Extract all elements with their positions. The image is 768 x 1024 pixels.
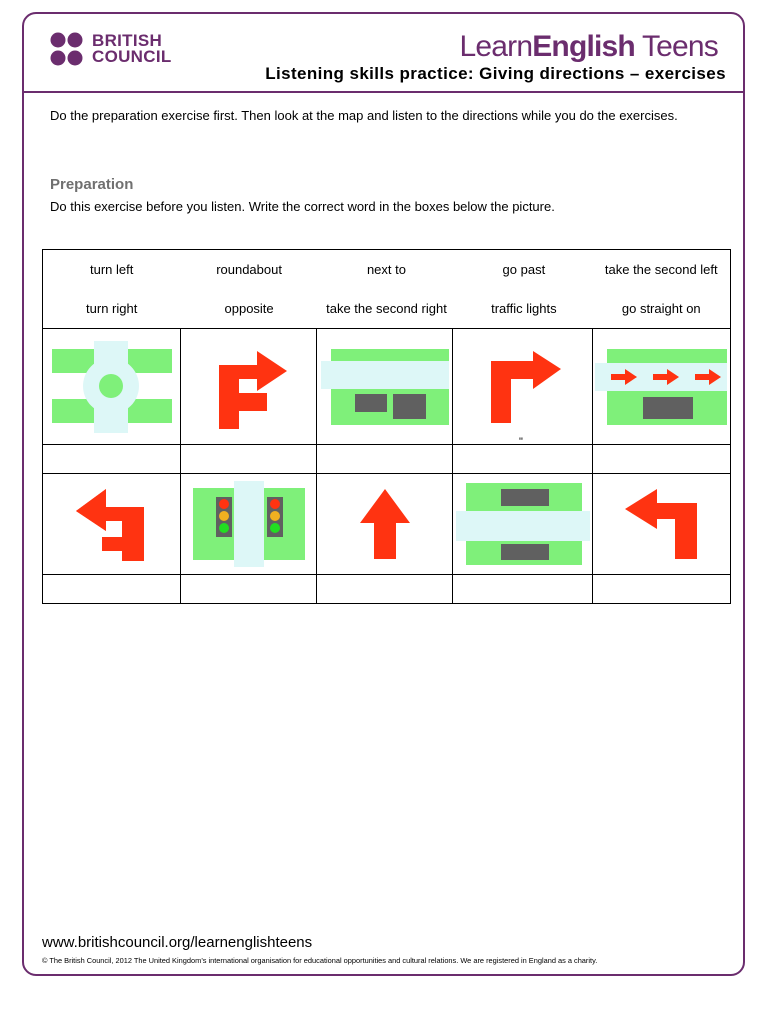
traffic-light-icon bbox=[267, 497, 283, 537]
picture-row-2 bbox=[43, 474, 731, 575]
word-option: go past bbox=[502, 262, 546, 277]
word-option: turn left bbox=[90, 262, 134, 277]
picture-row-1 bbox=[43, 329, 731, 445]
picture-cell bbox=[453, 329, 593, 445]
answer-box[interactable] bbox=[453, 575, 593, 604]
stray-mark: " bbox=[519, 436, 523, 448]
brand-learn: Learn bbox=[459, 30, 533, 63]
word-box-row bbox=[43, 250, 731, 329]
picture-cell bbox=[317, 474, 453, 575]
answer-box[interactable] bbox=[317, 445, 453, 474]
learnenglish-teens-brand bbox=[459, 30, 718, 64]
logo-line-2: COUNCIL bbox=[92, 47, 172, 66]
logo-dots-icon bbox=[50, 32, 88, 68]
word-option: turn right bbox=[86, 301, 138, 316]
answer-box[interactable] bbox=[453, 445, 593, 474]
header-divider bbox=[23, 91, 744, 93]
word-option: take the second left bbox=[604, 262, 718, 277]
word-option: opposite bbox=[224, 301, 274, 316]
answer-row-2 bbox=[43, 575, 731, 604]
next-to-picture bbox=[321, 347, 449, 427]
answer-row-1 bbox=[43, 445, 731, 474]
picture-cell bbox=[181, 474, 317, 575]
picture-cell bbox=[453, 474, 593, 575]
word-option: take the second right bbox=[326, 301, 447, 316]
roundabout-picture bbox=[52, 341, 172, 433]
picture-cell bbox=[593, 474, 731, 575]
word-box bbox=[43, 250, 731, 329]
brand-english: English bbox=[532, 30, 635, 63]
answer-box[interactable] bbox=[181, 575, 317, 604]
word-option: next to bbox=[366, 262, 406, 277]
turn-left-arrow bbox=[625, 489, 697, 559]
intro-text: Do the preparation exercise first. Then look at the map and listen to the directions while you do the exercises. bbox=[50, 108, 678, 123]
answer-box[interactable] bbox=[43, 445, 181, 474]
footer-url[interactable]: www.britishcouncil.org/learnenglishteens bbox=[42, 934, 313, 951]
picture-cell bbox=[181, 329, 317, 445]
logo-line-1: BRITISH bbox=[92, 31, 163, 50]
picture-cell bbox=[43, 474, 181, 575]
answer-box[interactable] bbox=[593, 445, 731, 474]
traffic-light-icon bbox=[216, 497, 232, 537]
page-title: Listening skills practice: Giving directions – exercises bbox=[265, 64, 726, 83]
preparation-instruction: Do this exercise before you listen. Write the correct word in the boxes below the picture. bbox=[50, 199, 555, 214]
picture-cell bbox=[593, 329, 731, 445]
answer-box[interactable] bbox=[317, 575, 453, 604]
straight-on-arrow bbox=[360, 489, 410, 559]
turn-right-arrow bbox=[485, 351, 561, 423]
traffic-lights-picture bbox=[193, 481, 305, 567]
british-council-logo bbox=[50, 32, 180, 68]
opposite-picture bbox=[456, 483, 590, 565]
second-left-arrow bbox=[76, 487, 148, 561]
logo-text bbox=[92, 33, 172, 65]
answer-box[interactable] bbox=[43, 575, 181, 604]
answer-box[interactable] bbox=[593, 575, 731, 604]
go-past-picture bbox=[595, 347, 727, 427]
word-option: go straight on bbox=[621, 301, 701, 316]
word-option: roundabout bbox=[216, 262, 282, 277]
exercise-table bbox=[42, 249, 731, 604]
answer-box[interactable] bbox=[181, 445, 317, 474]
footer-copyright: © The British Council, 2012 The United Kingdom’s international organisation for educational opportunities and cultural relations. We are registered in England as a charity. bbox=[42, 956, 598, 965]
word-option: traffic lights bbox=[491, 301, 557, 316]
second-right-arrow bbox=[209, 345, 289, 429]
brand-teens: Teens bbox=[634, 30, 718, 63]
picture-cell bbox=[43, 329, 181, 445]
picture-cell bbox=[317, 329, 453, 445]
preparation-heading: Preparation bbox=[50, 176, 134, 193]
